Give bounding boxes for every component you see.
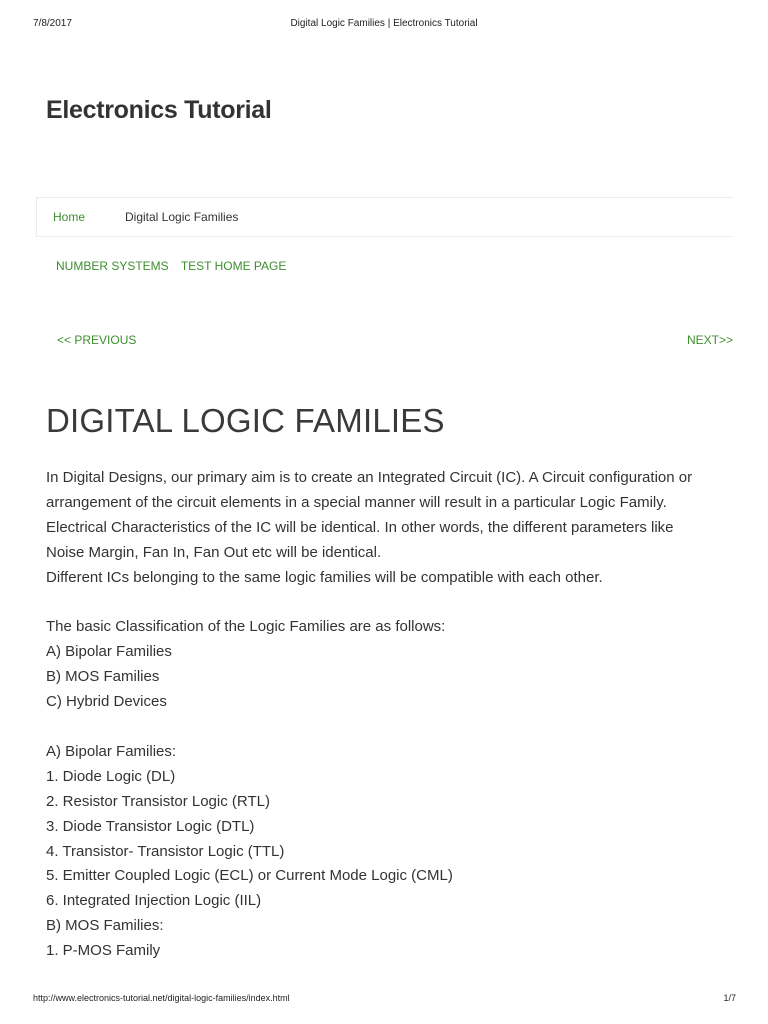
breadcrumb-current: Digital Logic Families [125, 210, 239, 224]
breadcrumb [36, 197, 733, 237]
family-line: 1. Diode Logic (DL) [46, 767, 176, 785]
paragraph-line: Electrical Characteristics of the IC will be identical. In other words, the different parameters like [46, 518, 674, 536]
number-systems-link[interactable]: NUMBER SYSTEMS [56, 259, 169, 273]
previous-link[interactable]: << PREVIOUS [57, 333, 137, 347]
classification-line: B) MOS Families [46, 668, 160, 686]
print-url: http://www.electronics-tutorial.net/digital-logic-families/index.html [33, 993, 290, 1003]
family-line: 3. Diode Transistor Logic (DTL) [46, 817, 255, 835]
paragraph-line: Different ICs belonging to the same logic families will be compatible with each other. [46, 568, 603, 586]
family-line: 6. Integrated Injection Logic (IIL) [46, 892, 262, 910]
classification-line: The basic Classification of the Logic Families are as follows: [46, 618, 446, 636]
print-header [0, 18, 768, 32]
spacer [46, 591, 736, 616]
test-home-page-link[interactable]: TEST HOME PAGE [180, 259, 287, 273]
print-page-number: 1/7 [723, 993, 736, 1003]
site-title[interactable]: Electronics Tutorial [46, 96, 272, 124]
spacer [46, 715, 736, 740]
family-line: 5. Emitter Coupled Logic (ECL) or Current Mode Logic (CML) [46, 867, 453, 885]
page-title: DIGITAL LOGIC FAMILIES [46, 402, 445, 439]
family-line: 4. Transistor- Transistor Logic (TTL) [46, 842, 285, 860]
print-footer [0, 993, 768, 1007]
family-line: 2. Resistor Transistor Logic (RTL) [46, 792, 270, 810]
print-date: 7/8/2017 [33, 18, 72, 29]
classification-line: A) Bipolar Families [46, 643, 172, 661]
classification-line: C) Hybrid Devices [46, 693, 167, 711]
family-line: 1. P-MOS Family [46, 942, 161, 960]
paragraph-line: arrangement of the circuit elements in a special manner will result in a particular Logic Family. [46, 493, 667, 511]
family-line: A) Bipolar Families: [46, 742, 177, 760]
breadcrumb-home-link[interactable]: Home [53, 210, 86, 224]
print-document-title: Digital Logic Families | Electronics Tutorial [290, 18, 478, 29]
family-line: B) MOS Families: [46, 917, 164, 935]
paragraph-line: In Digital Designs, our primary aim is to create an Integrated Circuit (IC). A Circuit configuration or [46, 469, 693, 486]
next-link[interactable]: NEXT>> [686, 333, 733, 347]
paragraph-line: Noise Margin, Fan In, Fan Out etc will be identical. [46, 543, 382, 561]
top-links [56, 259, 295, 273]
article-body [46, 466, 736, 964]
